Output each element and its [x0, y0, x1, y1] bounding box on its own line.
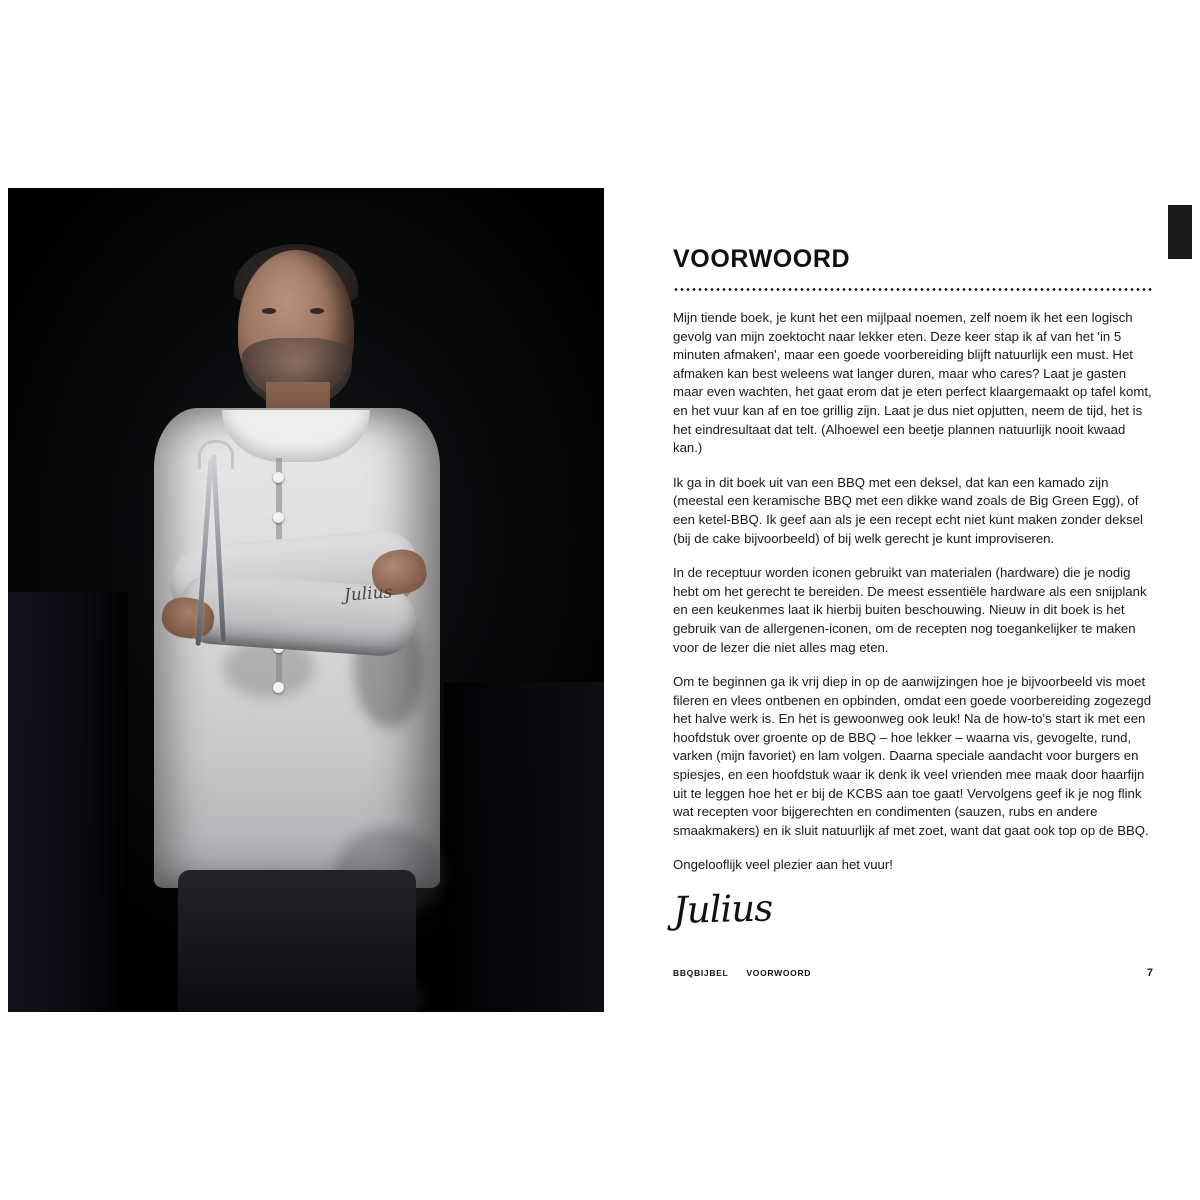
photo-background-wall-right [444, 682, 604, 1012]
jacket-button [273, 472, 284, 483]
body-copy [673, 309, 1153, 875]
left-page-photo [8, 188, 604, 1012]
right-page-text [604, 188, 1192, 1012]
paragraph: Om te beginnen ga ik vrij diep in op de aanwijzingen hoe je bijvoorbeeld vis moet fileren en vlees ontbenen en opbinden, omdat een goede voorbereiding zogezegd het halve werk is. En het is gewoonweg ook leuk! Na de how-to's start ik met een hoofdstuk over groente op de BBQ – hoe lekker – waarna vis, gevogelte, rund, varken (mijn favoriet) en lam volgen. Daarna speciale aandacht voor burgers en spiesjes, en een hoofdstuk waar ik denk ik veel vrienden mee maak door haarfijn uit te leggen hoe het er bij de KCBS aan toe gaat! Vervolgens geef ik je nog flink wat recepten voor bijgerechten en condimenten (sauzen, rubs en andere smaakmakers) en ik sluit natuurlijk af met zoet, want dat gaat ook top op de BBQ. [673, 674, 1152, 838]
tongs-arm [211, 454, 226, 642]
chef-photograph [8, 188, 604, 1012]
paragraph: Mijn tiende boek, je kunt het een mijlpaal noemen, zelf noem ik het een logisch gevolg van mijn zoektocht naar lekker eten. Deze keer stap ik af van het 'in 5 minuten afmaken', maar een goede voorbereiding blijft natuurlijk een must. Het afmaken kan best weleens wat langer duren, maar who cares? Laat je gasten maar even wachten, het gaat erom dat je eten perfect klaargemaakt op tafel komt, en het vuur kan af en toe grillig zijn. Laat je dus niet opjutten, neem de tijd, het is het eindresultaat dat telt. (Alhoewel een beetje plannen natuurlijk nooit kwaad kan.) [673, 310, 1152, 456]
bbq-tongs-icon [186, 450, 246, 650]
author-signature: Julius [672, 886, 773, 933]
page-footer [673, 967, 1153, 979]
title-divider [673, 288, 1153, 291]
tongs-arm [195, 458, 213, 646]
footer-chapter-name: VOORWOORD [746, 968, 812, 978]
footer-book-title: BBQBIJBEL [673, 968, 729, 978]
foreword-content [673, 245, 1153, 932]
chef-eye-left [262, 308, 276, 314]
photo-background-wall-left [8, 592, 128, 1012]
chef-eye-right [310, 308, 324, 314]
page-title: VOORWOORD [673, 245, 851, 273]
jacket-button [273, 682, 284, 693]
paragraph: Ongelooflijk veel plezier aan het vuur! [673, 857, 893, 873]
chef-trousers [178, 870, 416, 1012]
page-number: 7 [1146, 967, 1153, 979]
chef-figure [126, 250, 466, 1010]
jacket-embroidered-signature: Julius [343, 582, 393, 606]
paragraph: In de receptuur worden iconen gebruikt van materialen (hardware) die je nodig hebt om het gerecht te bereiden. De meest essentiële hardware als een snijplank en een keukenmes laat ik hierbij buiten beschouwing. Nieuw in dit boek is het gebruik van de allergenen-iconen, om de recepten nog toegankelijker te maken voor de lezer die niet alles mag eten. [673, 565, 1147, 655]
chapter-thumb-tab [1168, 205, 1192, 259]
jacket-button [273, 512, 284, 523]
paragraph: Ik ga in dit boek uit van een BBQ met een deksel, dat kan een kamado zijn (meestal een keramische BBQ met een dikke wand zoals de Big Green Egg), of een ketel-BBQ. Ik geef aan als je een recept echt niet kunt maken zonder deksel (bij de cake bijvoorbeeld) of bij welk gerecht je kunt improviseren. [673, 474, 1143, 546]
